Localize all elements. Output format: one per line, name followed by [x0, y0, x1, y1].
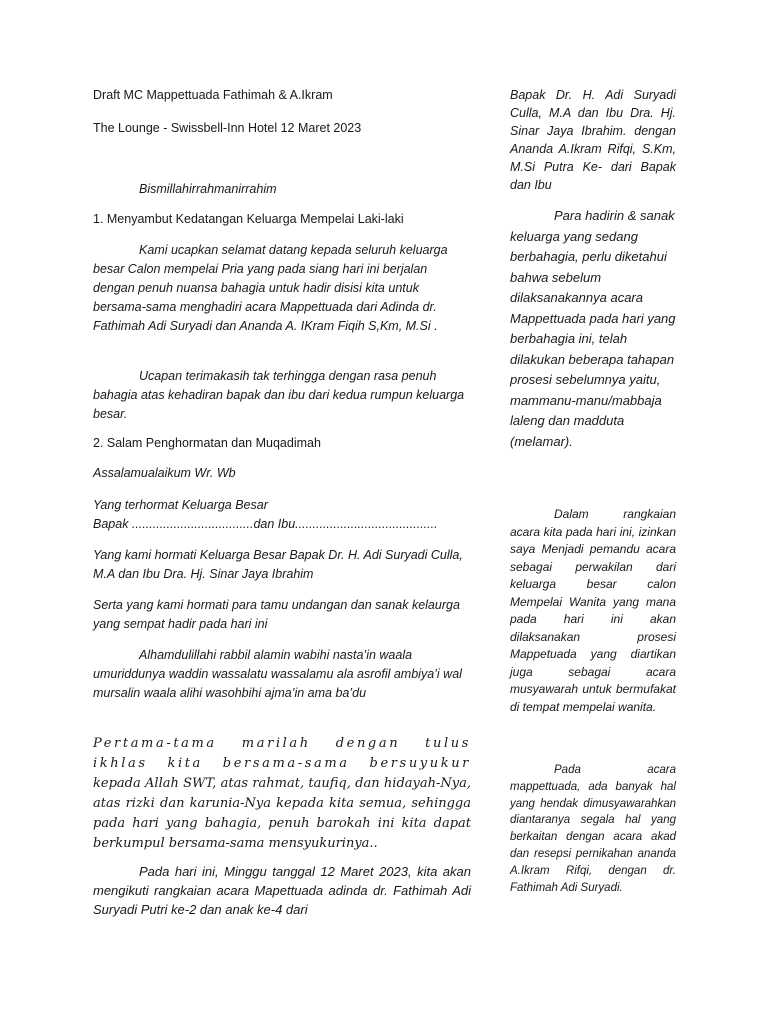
- salam-line: Assalamualaikum Wr. Wb: [93, 466, 236, 480]
- honored-family-line: Yang terhormat Keluarga Besar: [93, 498, 268, 512]
- document-title: Draft MC Mappettuada Fathimah & A.Ikram: [93, 88, 333, 102]
- paragraph-welcome: Kami ucapkan selamat datang kepada seluruh keluarga besar Calon mempelai Pria yang pada siang hari ini berjalan dengan penuh nuansa bahagia untuk hadir disisi kita untuk bersama-sama menghadiri acara Mappettuada dari Adinda dr. Fathimah Adi Suryadi dan Ananda A. IKram Fiqih S,Km, M.Si .: [93, 243, 448, 333]
- honored-family-blanks: Bapak ...................................dan Ibu.........................................: [93, 517, 438, 531]
- paragraph-today: Pada hari ini, Minggu tanggal 12 Maret 2023, kita akan mengikuti rangkaian acara Mapettuada adinda dr. Fathimah Adi Suryadi Putri ke-2 dan anak ke-4 dari: [93, 864, 471, 917]
- paragraph-mc-intro: Dalam rangkaian acara kita pada hari ini, izinkan saya Menjadi pemandu acara sebagai perwakilan dari keluarga besar calon Mempelai Wanita yang mana pada hari ini akan dilaksanakan prosesi Mappetuada yang diartikan juga sebagai acara musyawarah untuk bermufakat di tempat mempelai wanita.: [510, 507, 676, 714]
- gratitude-first-part: Pertama-tama marilah dengan tulus ikhlas kita bersama-sama bersuyukur: [93, 736, 471, 771]
- opening-prayer: Alhamdulillahi rabbil alamin wabihi nasta’in waala umuriddunya waddin wassalatu wassalamu ala asrofil ambiya’i wal mursalin waala alihi wasohbihi ajma’in ama ba’du: [93, 648, 462, 700]
- paragraph-thanks: Ucapan terimakasih tak terhingga dengan rasa penuh bahagia atas kehadiran bapak dan ibu dari kedua rumpun keluarga besar.: [93, 369, 465, 421]
- paragraph-gratitude: [93, 734, 471, 854]
- section-heading-1: 1. Menyambut Kedatangan Keluarga Mempelai Laki-laki: [93, 212, 404, 226]
- honored-guests: Serta yang kami hormati para tamu undangan dan sanak kelaurga yang sempat hadir pada hari ini: [93, 598, 460, 631]
- paragraph-prior-steps: Para hadirin & sanak keluarga yang sedang berbahagia, perlu diketahui bahwa sebelum dilaksanakannya acara Mappettuada pada hari yang berbahagia ini, telah dilakukan beberapa tahapan prosesi sebelumnya yaitu, mammanu-manu/mabbaja laleng dan madduta (melamar).: [510, 208, 676, 449]
- honored-family-block: [93, 496, 471, 534]
- document-venue: The Lounge - Swissbell-Inn Hotel 12 Maret 2023: [93, 121, 362, 135]
- paragraph-deliberation: Pada acara mappettuada, ada banyak hal yang hendak dimusyawarahkan diantaranya segala hal yang berkaitan dengan acara akad dan resepsi pernikahan ananda A.Ikram Rifqi, dengan dr. Fathimah Adi Suryadi.: [510, 764, 676, 894]
- section-heading-2: 2. Salam Penghormatan dan Muqadimah: [93, 436, 321, 450]
- gratitude-rest: kepada Allah SWT, atas rahmat, taufiq, dan hidayah-Nya, atas rizki dan karunia-Nya kepada kita semua, sehingga pada hari yang bahagia, penuh barokah ini kita dapat berkumpul bersama-sama mensyukurinya..: [93, 776, 471, 851]
- bismillah-line: Bismillahirrahmanirrahim: [139, 182, 277, 196]
- honored-bride-family: Yang kami hormati Keluarga Besar Bapak Dr. H. Adi Suryadi Culla, M.A dan Ibu Dra. Hj. Sinar Jaya Ibrahim: [93, 548, 463, 581]
- paragraph-parents: Bapak Dr. H. Adi Suryadi Culla, M.A dan Ibu Dra. Hj. Sinar Jaya Ibrahim. dengan Ananda A.Ikram Rifqi, S.Km, M.Si Putra Ke- dari Bapak dan Ibu: [510, 88, 676, 192]
